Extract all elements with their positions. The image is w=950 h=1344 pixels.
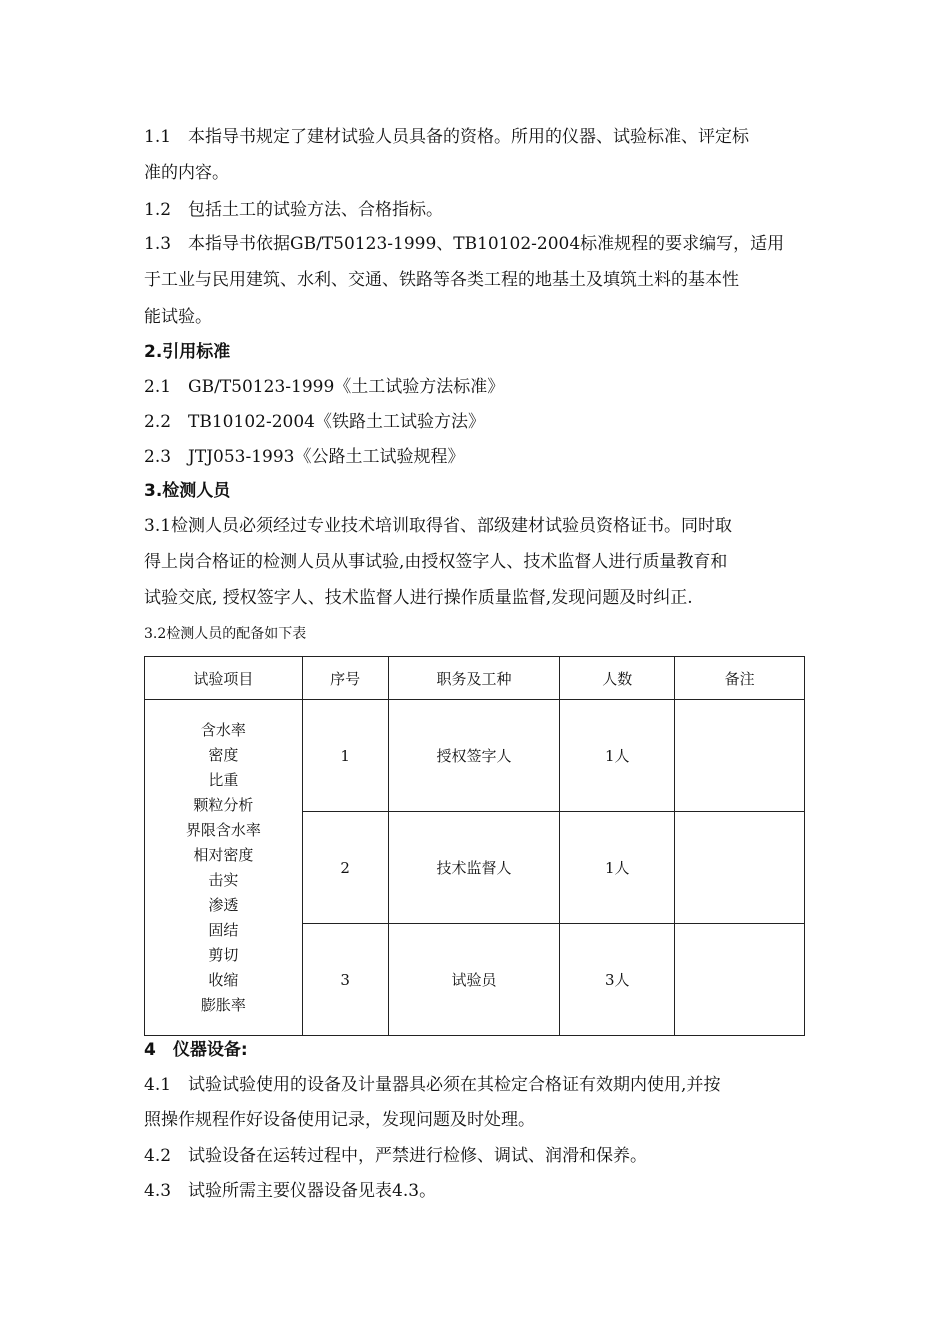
para-3-1-line-1: 3.1检测人员必须经过专业技术培训取得省、部级建材试验员资格证书。同时取: [144, 516, 733, 536]
para-1-1-line-1: 1.1 本指导书规定了建材试验人员具备的资格。所用的仪器、试验标准、评定标: [144, 127, 750, 147]
para-3-1-line-3: 试验交底, 授权签字人、技术监督人进行操作质量监督,发现问题及时纠正.: [144, 588, 693, 608]
staff-table: [144, 656, 805, 1036]
para-1-3-line-1: 1.3 本指导书依据GB/T50123-1999、TB10102-2004标准规程的要求编写，适用: [144, 234, 785, 254]
test-item: 相对密度: [193, 845, 254, 864]
row-role: 授权签字人: [388, 700, 560, 812]
test-items-cell: [145, 700, 303, 1036]
test-item: 固结: [208, 920, 239, 939]
table-row: [145, 700, 805, 812]
para-3-1-line-2: 得上岗合格证的检测人员从事试验,由授权签字人、技术监督人进行质量教育和: [144, 552, 728, 572]
header-role: 职务及工种: [388, 657, 560, 700]
para-4-1-line-2: 照操作规程作好设备使用记录，发现问题及时处理。: [144, 1110, 535, 1130]
header-count: 人数: [560, 657, 675, 700]
row-note: [675, 812, 805, 924]
table-header-row: [145, 657, 805, 700]
reference-item: 2.3 JTJ053-1993《公路土工试验规程》: [144, 447, 465, 467]
table-caption: 3.2检测人员的配备如下表: [144, 626, 307, 642]
row-count: 3人: [560, 924, 675, 1036]
row-number: 3: [302, 924, 388, 1036]
test-item: 剪切: [208, 945, 239, 964]
para-1-3-line-3: 能试验。: [144, 307, 212, 327]
test-item: 界限含水率: [185, 820, 261, 839]
test-item: 膨胀率: [200, 995, 246, 1014]
row-note: [675, 924, 805, 1036]
test-item: 渗透: [208, 895, 239, 914]
row-count: 1人: [560, 812, 675, 924]
row-number: 2: [302, 812, 388, 924]
test-item: 击实: [208, 870, 239, 889]
section-2-heading: 2.引用标准: [144, 342, 231, 362]
row-note: [675, 700, 805, 812]
para-1-1-line-2: 准的内容。: [144, 163, 229, 183]
para-4-3: 4.3 试验所需主要仪器设备见表4.3。: [144, 1181, 437, 1201]
test-item: 比重: [208, 770, 239, 789]
para-4-1-line-1: 4.1 试验试验使用的设备及计量器具必须在其检定合格证有效期内使用,并按: [144, 1075, 721, 1095]
para-1-3-line-2: 于工业与民用建筑、水利、交通、铁路等各类工程的地基土及填筑土料的基本性: [144, 270, 739, 290]
row-role: 试验员: [388, 924, 560, 1036]
header-note: 备注: [675, 657, 805, 700]
test-item: 收缩: [208, 970, 239, 989]
row-role: 技术监督人: [388, 812, 560, 924]
test-item: 密度: [208, 745, 239, 764]
section-4-heading: 4 仪器设备:: [144, 1040, 248, 1060]
para-1-2: 1.2 包括土工的试验方法、合格指标。: [144, 200, 444, 220]
reference-item: 2.1 GB/T50123-1999《土工试验方法标准》: [144, 377, 505, 397]
para-4-2: 4.2 试验设备在运转过程中，严禁进行检修、调试、润滑和保养。: [144, 1146, 648, 1166]
section-3-heading: 3.检测人员: [144, 481, 231, 501]
header-number: 序号: [302, 657, 388, 700]
test-item: 颗粒分析: [193, 795, 254, 814]
test-item: 含水率: [200, 720, 246, 739]
row-count: 1人: [560, 700, 675, 812]
header-test-item: 试验项目: [145, 657, 303, 700]
row-number: 1: [302, 700, 388, 812]
reference-item: 2.2 TB10102-2004《铁路土工试验方法》: [144, 412, 485, 432]
